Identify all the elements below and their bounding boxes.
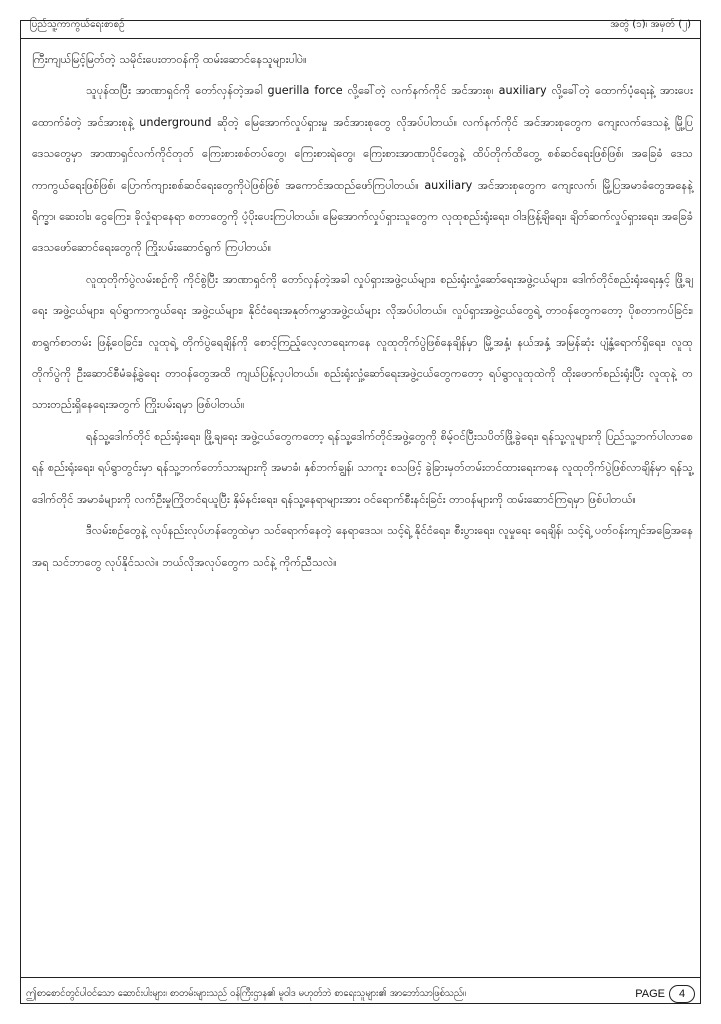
paragraph-mass-struggle: လူထုတိုက်ပွဲလမ်းစဉ်ကို ကိုင်စွဲပြီး အာဏာရှင်ကို တော်လှန်တဲ့အခါ လှုပ်ရှားအဖွဲ့ငယ်များ၊ စည်းရုံးလှုံ့ဆော်ရေးအဖွဲ့ငယ်များ၊ ဒေါက်တိုင်စည်းရုံးရေးနှင့် ဖြို့ချရေး အဖွဲ့ငယ်များ၊ ရပ်ရွာကာကွယ်ရေး အဖွဲ့ငယ်များ၊ နိုင်ငံရေးအနုတ်ကမွှာအဖွဲ့ငယ်များ လိုအပ်ပါတယ်။ လှုပ်ရှားအဖွဲ့ငယ်တွေရဲ့ တာဝန်တွေကတော့ ပိုစတာကပ်ခြင်း၊ စာရွက်စာတမ်း ဖြန့်ဝေခြင်း၊ လူထုရဲ့ တိုက်ပွဲရေချိန်ကို စောင့်ကြည့်လေ့လာရေးကနေ လူထုတိုက်ပွဲဖြစ်နေချိန်မှာ မြို့အနှံ့၊ နယ်အနှံ့ အမြန်ဆုံး ပျံ့နှံ့ရောက်ရှိရေး၊ လူထုတိုက်ပွဲကို ဦးဆောင်စီမံခန့်ခွဲရေး တာဝန်တွေအထိ ကျယ်ပြန့်လှပါတယ်။ စည်းရုံးလှုံ့ဆော်ရေးအဖွဲ့ငယ်တွေကတော့ ရပ်ရွာလူထုထဲကို ထိုးဖောက်စည်းရုံးပြီး လူထုနဲ့ တသားတည်းရှိနေရေးအတွက် ကြိုးပမ်းရမှာ ဖြစ်ပါတယ်။ [32,272,693,412]
page-number-badge: 4 [669,985,695,1003]
footer-rule [20,977,701,978]
paragraph-continued: ကြီးကျယ်မြင့်မြတ်တဲ့ သမိုင်းပေးတာဝန်ကို ထမ်းဆောင်နေသူများပါပဲ။ [32,53,307,66]
page-header [30,18,691,32]
header-rule [20,38,701,39]
paragraph-guerilla-forces: သူပုန်ထပြီး အာဏာရှင်ကို တော်လှန်တဲ့အခါ guerilla force လို့ခေါ်တဲ့ လက်နက်ကိုင် အင်အားစု၊ auxiliary လို့ခေါ်တဲ့ ထောက်ပံ့ရေးနဲ့ အားပေးထောက်ခံတဲ့ အင်အားစုနဲ့ underground ဆိုတဲ့ မြေအောက်လှုပ်ရှားမှု အင်အားစုတွေ လိုအပ်ပါတယ်။ လက်နက်ကိုင် အင်အားစုတွေက ကျေးလက်ဒေသနဲ့ မြို့ပြဒေသတွေမှာ အာဏာရှင်လက်ကိုင်တုတ် ကြေးစားစစ်တပ်တွေ၊ ကြေးစားရဲတွေ၊ ကြေးစားအာဏာပိုင်တွေနဲ့ ထိပ်တိုက်ထိတွေ့ စစ်ဆင်ရေးဖြစ်ဖြစ်၊ အခြေခံ ဒေသကာကွယ်ရေးဖြစ်ဖြစ်၊ ပြောက်ကျားစစ်ဆင်ရေးတွေကိုပဲဖြစ်ဖြစ် အကောင်အထည်ဖော်ကြပါတယ်။ auxiliary အင်အားစုတွေက ကျေးလက်၊ မြို့ပြအမာခံတွေအနေနဲ့ ရိက္ခာ၊ ဆေးဝါး၊ ငွေကြေး၊ ခိုလှုံရာနေရာ စတာတွေကို ပံ့ပိုးပေးကြပါတယ်။ မြေအောက်လှုပ်ရှားသူတွေက လုထုစည်းရုံးရေး၊ ဝါဒဖြန့်ချိရေး၊ ချိတ်ဆက်လှုပ်ရှားရေး၊ အခြေခံဒေသဖော်ဆောင်ရေးတွေကို ကြိုးပမ်းဆောင်ရွက် ကြပါတယ်။ [32,84,693,255]
article-body [32,44,693,578]
journal-title: ပြည်သူ့ကာကွယ်ရေးစာစဉ် [30,19,125,30]
paragraph-closing-question: ဒီလမ်းစဉ်တွေနဲ့ လုပ်နည်းလုပ်ဟန်တွေထဲမှာ သင်ရောက်နေတဲ့ နေရာဒေသ၊ သင့်ရဲ့ နိုင်ငံရေး၊ စီးပွားရေး၊ လူမှုရေး ရေချိန်၊ သင့်ရဲ့ ပတ်ဝန်းကျင်အခြေအနေအရ သင်ဘာတွေ လုပ်နိုင်သလဲ။ ဘယ်လိုအလုပ်တွေက သင်နဲ့ ကိုက်ညီသလဲ။ [32,524,693,569]
disclaimer-note: ဤစာစောင်တွင်ပါဝင်သော ဆောင်းပါးများ၊ စာတမ်းများသည် ဝန်ကြီးဌာန၏ မူဝါဒ မဟုတ်ဘဲ စာရေးသူများ၏ အာဘော်သာဖြစ်သည်။ [26,988,466,999]
page-footer [26,985,695,1003]
page-label: PAGE [635,988,665,1000]
paragraph-enemy-support: ရန်သူ့ဒေါက်တိုင် စည်းရုံးရေး၊ ဖြို့ချရေး အဖွဲ့ငယ်တွေကတော့ ရန်သူ့ဒေါက်တိုင်အဖွဲ့တွေကို စိမ့်ဝင်ပြီးသပိတ်ဖြို့ခွဲရေး၊ ရန်သူ့လူများကို ပြည်သူ့ဘက်ပါလာစေရန် စည်းရုံးရေး၊ ရပ်ရွာတွင်းမှာ ရန်သူ့ဘက်တော်သားများကို အမာခံ၊ နှစ်ဘက်ချွန်၊ သာကူး စသဖြင့် ခွဲခြားမှတ်တမ်းတင်ထားရေးကနေ လူထုတိုက်ပွဲဖြစ်လာချိန်မှာ ရန်သူ့ဒေါက်တိုင် အမာခံများကို လက်ဦးမှုကြိုတင်ရယူပြီး နှိမ်နင်းရေး၊ ရန်သူ့နေရာများအား ဝင်ရောက်စီးနင်းခြင်း တာဝန်များကို ထမ်းဆောင်ကြရမှာ ဖြစ်ပါတယ်။ [32,429,693,506]
page-indicator [635,985,695,1003]
issue-info: အတွဲ (၁)၊ အမှတ် (၂) [610,19,691,30]
